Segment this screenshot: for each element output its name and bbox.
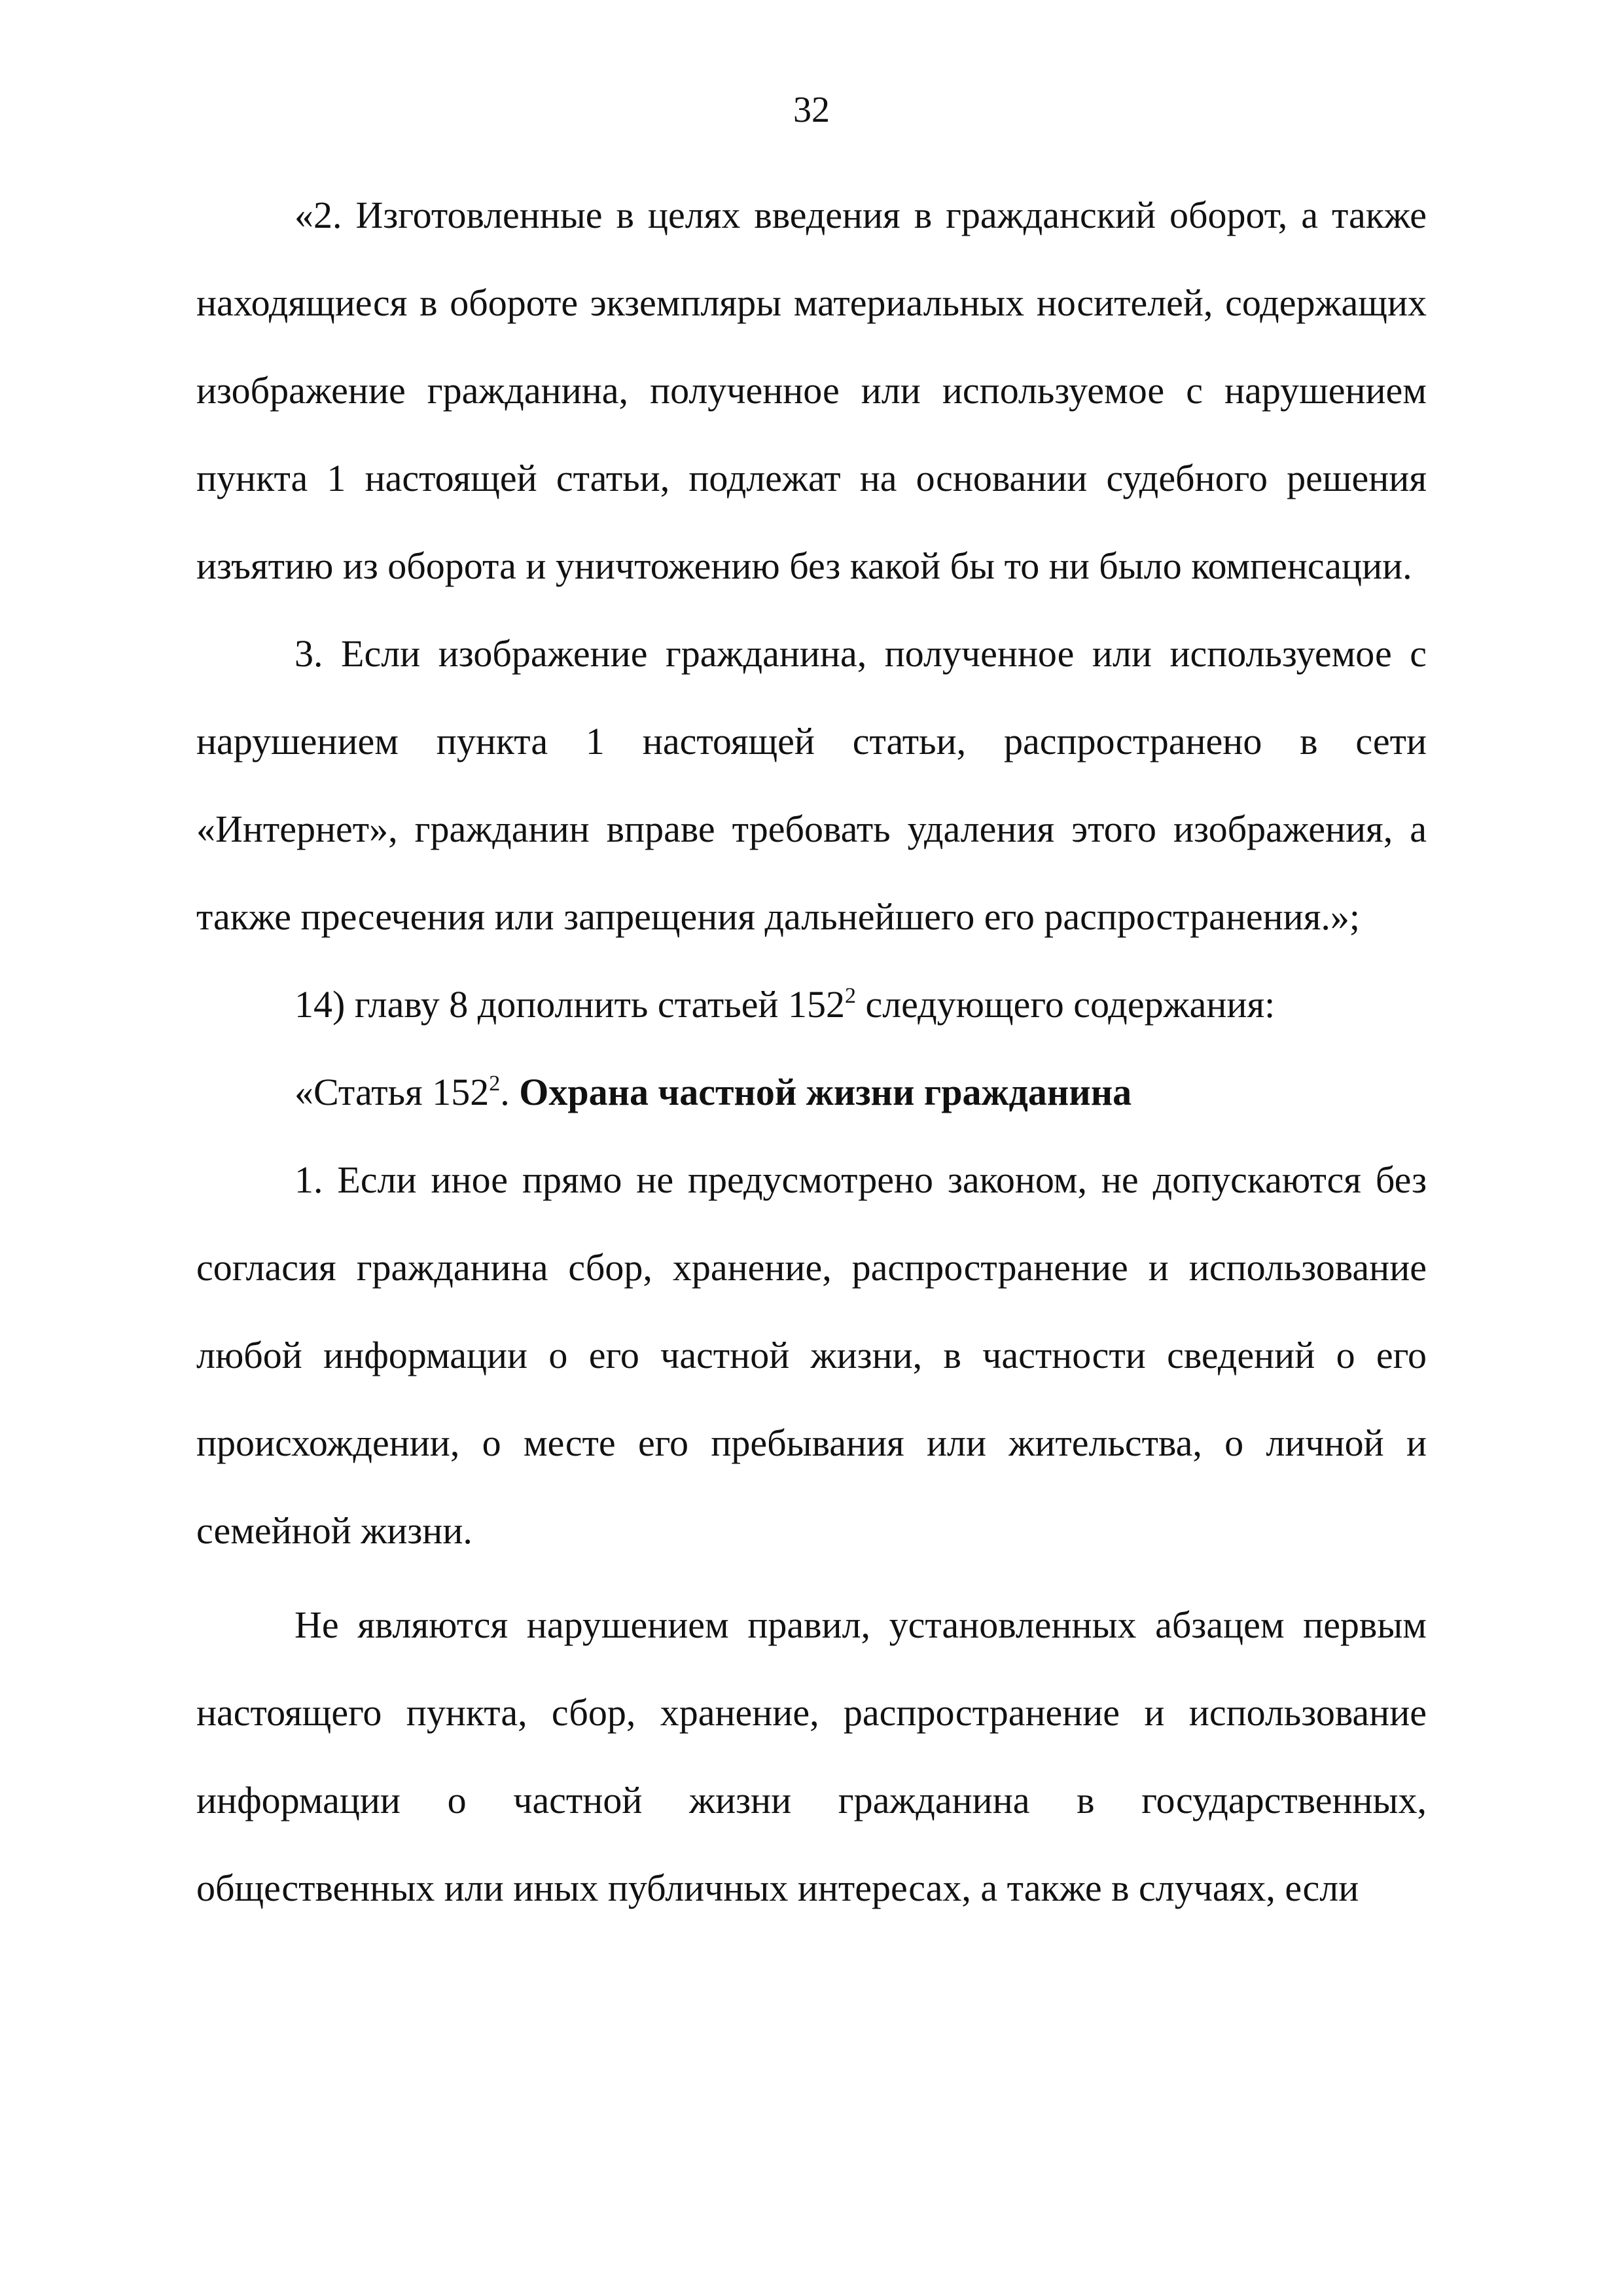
- article-number: «Статья 152: [294, 1071, 490, 1113]
- paragraph-exception: Не являются нарушением правил, установленных абзацем первым настоящего пункта, сбор, хранение, распространение и использование информации о частной жизни гражданина в государственных, общественных или иных публичных интересах, а также в случаях, если: [196, 1604, 1427, 1909]
- paragraph-amendment-14: [196, 961, 1427, 1049]
- article-dot: .: [500, 1071, 520, 1113]
- paragraph-gap: [196, 1575, 1427, 1581]
- amendment-text-end: следующего содержания:: [855, 983, 1275, 1026]
- article-superscript: 2: [489, 1071, 501, 1096]
- paragraph-item-2: «2. Изготовленные в целях введения в гражданский оборот, а также находящиеся в обороте экземпляры материальных носителей, содержащих изображение гражданина, полученное или используемое с нарушением пункта 1 настоящей статьи, подлежат на основании судебного решения изъятию из оборота и уничтожению без какой бы то ни было компенсации.: [196, 194, 1427, 587]
- article-heading: [196, 1049, 1427, 1136]
- document-body: [196, 171, 1427, 1932]
- superscript: 2: [844, 984, 856, 1008]
- page-number: 32: [793, 90, 830, 130]
- paragraph-item-3: 3. Если изображение гражданина, полученное или используемое с нарушением пункта 1 настоящей статьи, распространено в сети «Интернет», гражданин вправе требовать удаления этого изображения, а также пресечения или запрещения дальнейшего его распространения.»;: [196, 632, 1427, 938]
- paragraph-item-1: 1. Если иное прямо не предусмотрено законом, не допускаются без согласия гражданина сбор, хранение, распространение и использование любой информации о его частной жизни, в частности сведений о его происхождении, о месте его пребывания или жительства, о личной и семейной жизни.: [196, 1158, 1427, 1552]
- amendment-text: 14) главу 8 дополнить статьей 152: [294, 983, 845, 1026]
- article-title: Охрана частной жизни гражданина: [519, 1071, 1132, 1113]
